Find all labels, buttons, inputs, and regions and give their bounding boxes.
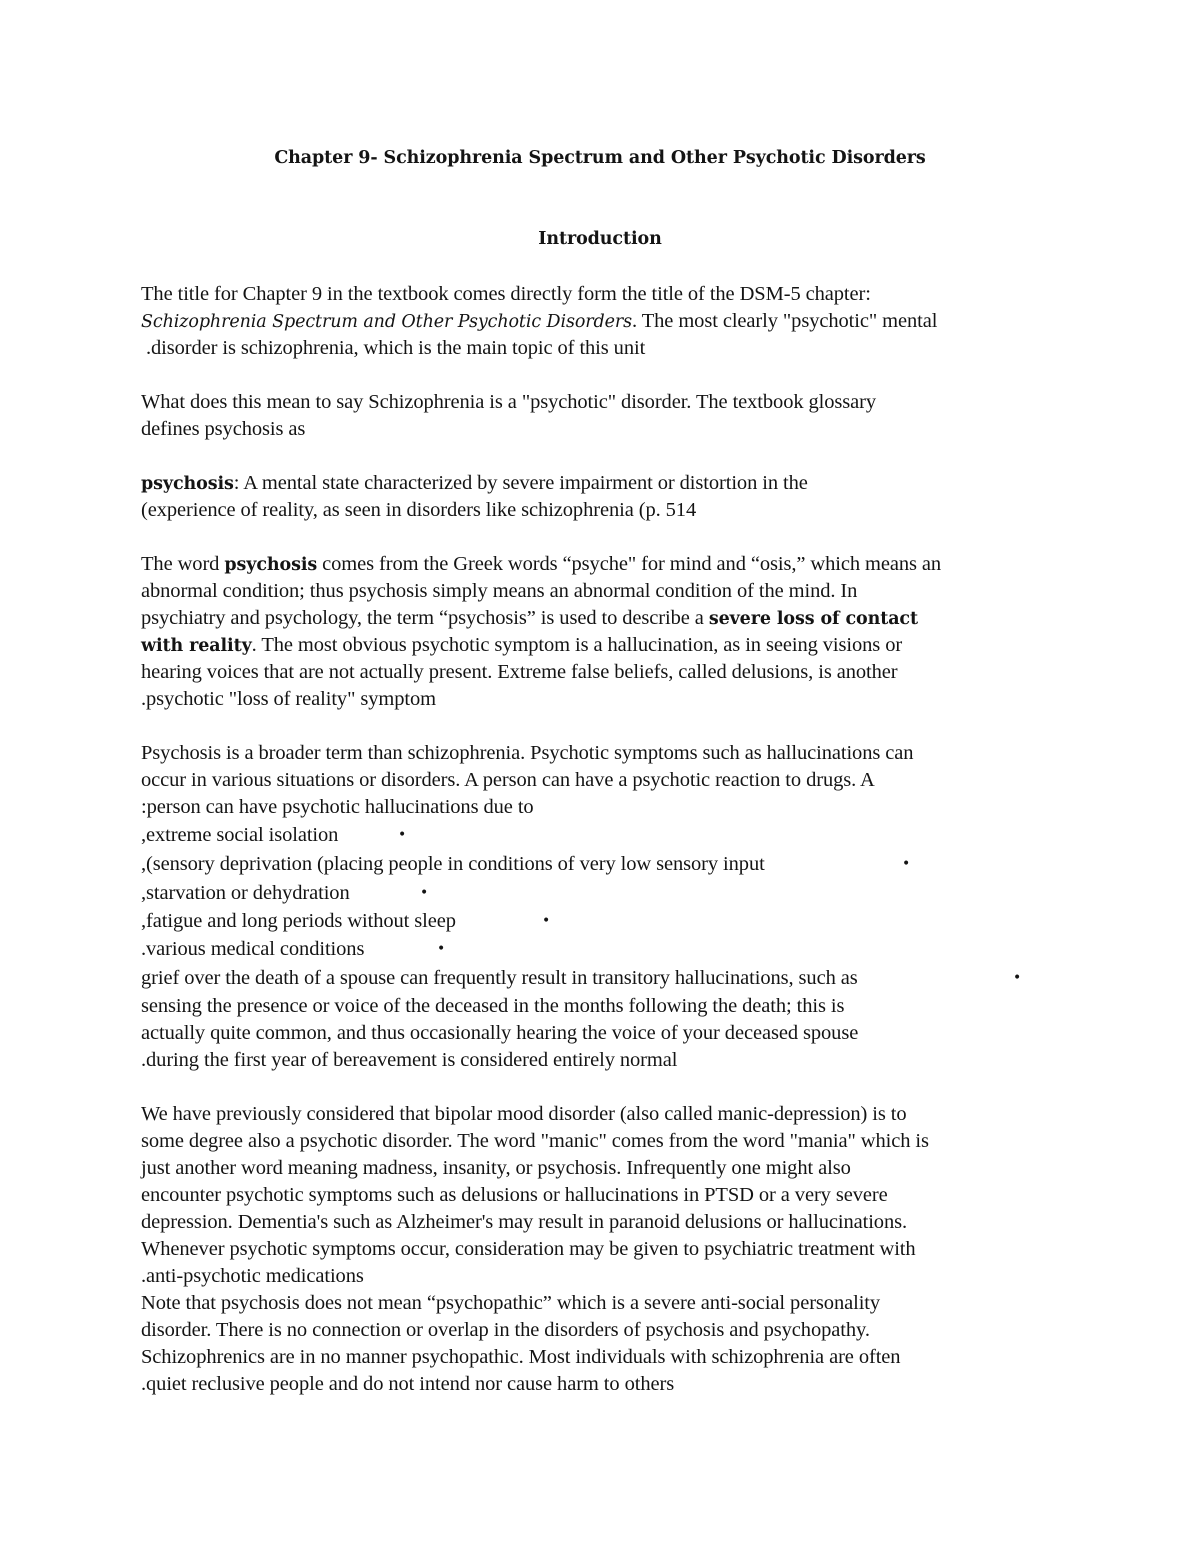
list-item-grief-line2: sensing the presence or voice of the deceased in the months following the death; this is — [141, 995, 845, 1017]
bullet-icon: • — [398, 827, 407, 843]
list-item: ,(sensory deprivation (placing people in conditions of very low sensory input — [141, 853, 765, 875]
para3-line4-rest: . The most obvious psychotic symptom is a hallucination, as in seeing visions or — [251, 634, 903, 656]
definition-text: : A mental state characterized by severe impairment or distortion in the — [233, 472, 808, 494]
section-heading: Introduction — [538, 229, 662, 249]
para4-line1: Psychosis is a broader term than schizophrenia. Psychotic symptoms such as hallucinations can — [141, 742, 914, 764]
para5-line2: some degree also a psychotic disorder. The word "manic" comes from the word "mania" which is — [141, 1130, 929, 1152]
para3-line1 — [141, 551, 941, 579]
para1-line1: The title for Chapter 9 in the textbook comes directly form the title of the DSM-5 chapter: — [141, 283, 871, 305]
list-item: ,fatigue and long periods without sleep — [141, 910, 456, 932]
para3-line6: .psychotic "loss of reality" symptom — [141, 688, 436, 710]
para3-line5: hearing voices that are not actually present. Extreme false beliefs, called delusions, is another — [141, 661, 898, 683]
para6-line2: disorder. There is no connection or overlap in the disorders of psychosis and psychopathy. — [141, 1319, 870, 1341]
definition-term: psychosis — [141, 474, 234, 494]
list-item-grief-line1: grief over the death of a spouse can frequently result in transitory hallucinations, such as — [141, 967, 858, 989]
para3-line4 — [141, 632, 902, 660]
list-item-grief-line4: .during the first year of bereavement is considered entirely normal — [141, 1049, 678, 1071]
para2-line1: What does this mean to say Schizophrenia is a "psychotic" disorder. The textbook glossary — [141, 391, 877, 413]
bullet-icon: • — [902, 856, 911, 872]
para2-line2: defines psychosis as — [141, 418, 306, 440]
para3-line1-b: comes from the Greek words “psyche" for mind and “osis,” which means an — [317, 553, 942, 575]
para6-line4: .quiet reclusive people and do not intend nor cause harm to others — [141, 1373, 675, 1395]
para3-line2: abnormal condition; thus psychosis simply means an abnormal condition of the mind. In — [141, 580, 858, 602]
list-item-grief-line3: actually quite common, and thus occasionally hearing the voice of your deceased spouse — [141, 1022, 859, 1044]
severe-loss-bold: severe loss of contact — [708, 609, 918, 629]
para6-line1: Note that psychosis does not mean “psychopathic” which is a severe anti-social personality — [141, 1292, 881, 1314]
book-title-italic: Schizophrenia Spectrum and Other Psychotic Disorders — [141, 312, 633, 332]
psychosis-bold: psychosis — [224, 555, 318, 575]
para1-line2-rest: . The most clearly "psychotic" mental — [632, 310, 938, 332]
para3-line1-a: The word — [141, 553, 225, 575]
bullet-icon: • — [437, 941, 446, 957]
para3-line3-a: psychiatry and psychology, the term “psychosis” is used to describe a — [141, 607, 709, 629]
para4-line3: :person can have psychotic hallucinations due to — [141, 796, 534, 818]
bullet-icon: • — [1013, 970, 1022, 986]
bullet-icon: • — [420, 885, 429, 901]
bullet-icon: • — [542, 913, 551, 929]
para5-line4: encounter psychotic symptoms such as delusions or hallucinations in PTSD or a very severe — [141, 1184, 888, 1206]
para5-line1: We have previously considered that bipolar mood disorder (also called manic-depression) is to — [141, 1103, 907, 1125]
para5-line5: depression. Dementia's such as Alzheimer's may result in paranoid delusions or hallucinations. — [141, 1211, 907, 1233]
para5-line3: just another word meaning madness, insanity, or psychosis. Infrequently one might also — [141, 1157, 851, 1179]
list-item: ,starvation or dehydration — [141, 882, 350, 904]
para1-line2 — [141, 308, 937, 336]
with-reality-bold: with reality — [141, 636, 252, 656]
para5-line6: Whenever psychotic symptoms occur, consideration may be given to psychiatric treatment with — [141, 1238, 916, 1260]
list-item: .various medical conditions — [141, 938, 365, 960]
list-item: ,extreme social isolation — [141, 824, 339, 846]
para4-line2: occur in various situations or disorders. A person can have a psychotic reaction to drugs. A — [141, 769, 875, 791]
definition-line2: (experience of reality, as seen in disorders like schizophrenia (p. 514 — [141, 499, 697, 521]
page-title: Chapter 9- Schizophrenia Spectrum and Other Psychotic Disorders — [274, 148, 926, 168]
para6-line3: Schizophrenics are in no manner psychopathic. Most individuals with schizophrenia are often — [141, 1346, 901, 1368]
para5-line7: .anti-psychotic medications — [141, 1265, 364, 1287]
definition-line1 — [141, 470, 808, 498]
para1-line3: .disorder is schizophrenia, which is the main topic of this unit — [146, 337, 646, 359]
para3-line3 — [141, 605, 918, 633]
